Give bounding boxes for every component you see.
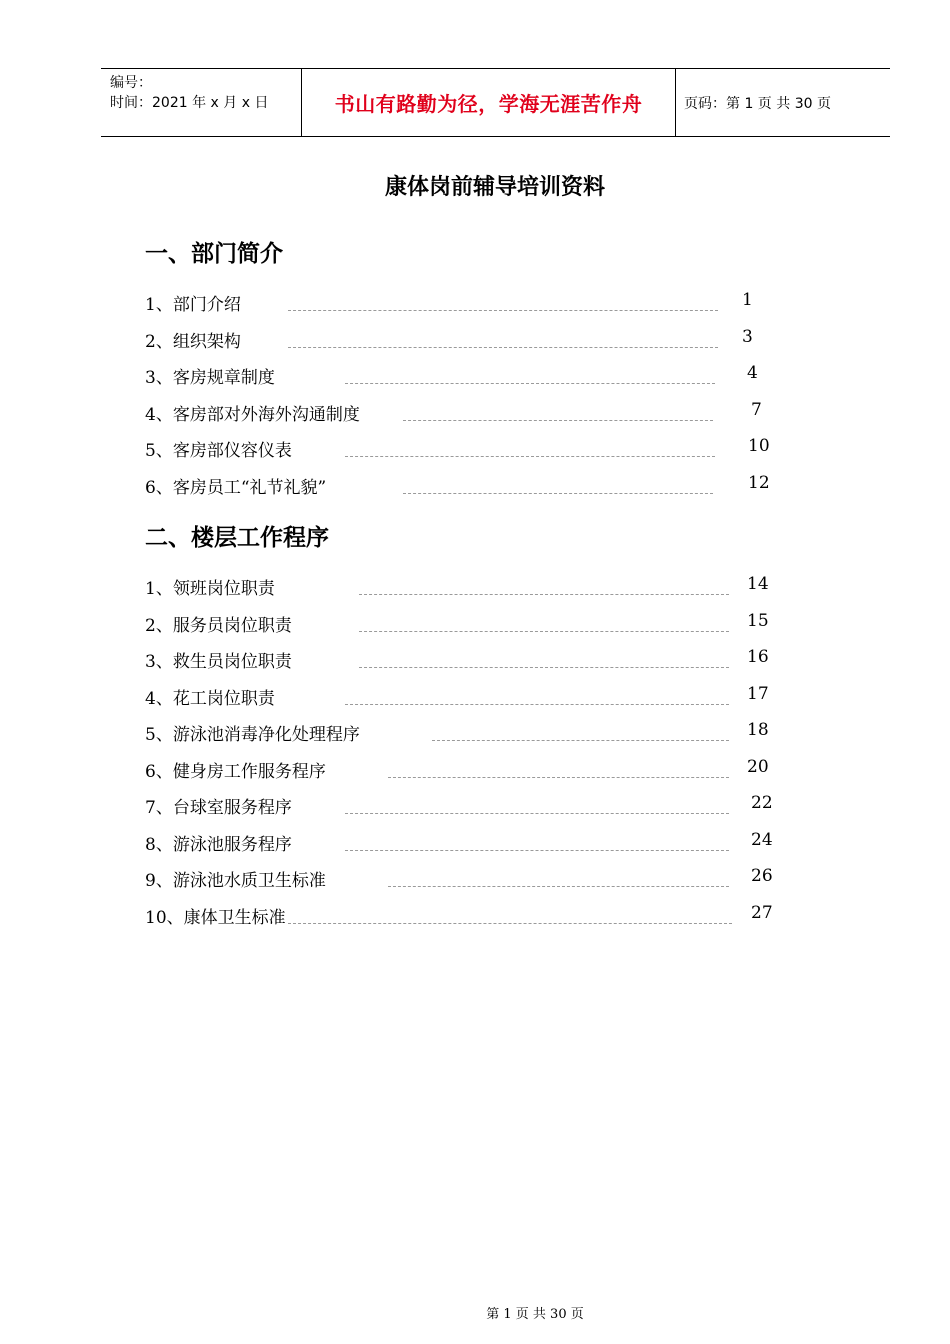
toc-item-page: 4 [747, 363, 758, 383]
toc-item-page: 10 [748, 436, 770, 456]
toc-leader [345, 456, 715, 457]
toc-item[interactable] [0, 866, 950, 892]
toc-item[interactable] [0, 757, 950, 783]
toc-item[interactable] [0, 473, 950, 499]
page-header [101, 68, 890, 137]
toc-leader [359, 594, 729, 595]
toc-item[interactable] [0, 830, 950, 856]
toc-item-label: 3、客房规章制度 [145, 368, 275, 388]
toc-item-page: 15 [747, 611, 769, 631]
toc-leader [345, 850, 729, 851]
toc-item[interactable] [0, 647, 950, 673]
header-page-info: 页码：第 1 页 共 30 页 [684, 96, 831, 112]
toc-item-label: 5、客房部仪容仪表 [145, 441, 292, 461]
header-divider [675, 69, 676, 136]
toc-item-label: 4、花工岗位职责 [145, 689, 275, 709]
toc-leader [288, 347, 718, 348]
toc-leader [388, 886, 729, 887]
header-motto: 书山有路勤为径，学海无涯苦作舟 [334, 92, 643, 116]
toc-item-page: 27 [751, 903, 773, 923]
toc-item-label: 2、组织架构 [145, 332, 241, 352]
toc-leader [403, 420, 713, 421]
toc-item[interactable] [0, 290, 950, 316]
toc-item[interactable] [0, 720, 950, 746]
document-title: 康体岗前辅导培训资料 [384, 175, 605, 200]
toc-leader [359, 667, 729, 668]
toc-item-label: 8、游泳池服务程序 [145, 835, 292, 855]
time-label: 时间：2021 年 x 月 x 日 [110, 95, 269, 111]
toc-item-page: 18 [747, 720, 769, 740]
toc-item[interactable] [0, 574, 950, 600]
toc-item[interactable] [0, 436, 950, 462]
toc-item-label: 6、客房员工“礼节礼貌” [145, 478, 327, 498]
section-heading: 二、楼层工作程序 [145, 525, 329, 551]
toc-item-label: 5、游泳池消毒净化处理程序 [145, 725, 360, 745]
toc-leader [432, 740, 729, 741]
toc-leader [288, 310, 718, 311]
section-heading: 一、部门简介 [145, 241, 283, 267]
toc-item-label: 3、救生员岗位职责 [145, 652, 292, 672]
toc-item-page: 17 [747, 684, 769, 704]
toc-item[interactable] [0, 611, 950, 637]
toc-item-page: 12 [748, 473, 770, 493]
toc-item-label: 9、游泳池水质卫生标准 [145, 871, 326, 891]
page-footer: 第 1 页 共 30 页 [486, 1307, 584, 1322]
toc-item[interactable] [0, 684, 950, 710]
toc-item[interactable] [0, 400, 950, 426]
toc-item-label: 7、台球室服务程序 [145, 798, 292, 818]
toc-item-page: 14 [747, 574, 769, 594]
toc-item-label: 4、客房部对外海外沟通制度 [145, 405, 360, 425]
toc-item-label: 1、领班岗位职责 [145, 579, 275, 599]
toc-item-page: 1 [742, 290, 753, 310]
toc-item-page: 3 [742, 327, 753, 347]
toc-item[interactable] [0, 327, 950, 353]
toc-item-page: 7 [751, 400, 762, 420]
toc-leader [403, 493, 713, 494]
toc-item[interactable] [0, 793, 950, 819]
header-meta [110, 73, 268, 113]
toc-item-page: 24 [751, 830, 773, 850]
toc-item-label: 10、康体卫生标准 [145, 908, 286, 928]
toc-item-page: 16 [747, 647, 769, 667]
toc-leader [359, 631, 729, 632]
number-label: 编号： [110, 75, 152, 91]
toc-item-label: 2、服务员岗位职责 [145, 616, 292, 636]
toc-item-label: 1、部门介绍 [145, 295, 241, 315]
toc-item-page: 20 [747, 757, 769, 777]
toc-item[interactable] [0, 363, 950, 389]
toc-item-label: 6、健身房工作服务程序 [145, 762, 326, 782]
toc-leader [388, 777, 729, 778]
toc-leader [345, 813, 729, 814]
toc-item[interactable] [0, 903, 950, 929]
toc-leader [345, 704, 729, 705]
toc-leader [288, 923, 732, 924]
toc-item-page: 26 [751, 866, 773, 886]
toc-item-page: 22 [751, 793, 773, 813]
toc-leader [345, 383, 715, 384]
